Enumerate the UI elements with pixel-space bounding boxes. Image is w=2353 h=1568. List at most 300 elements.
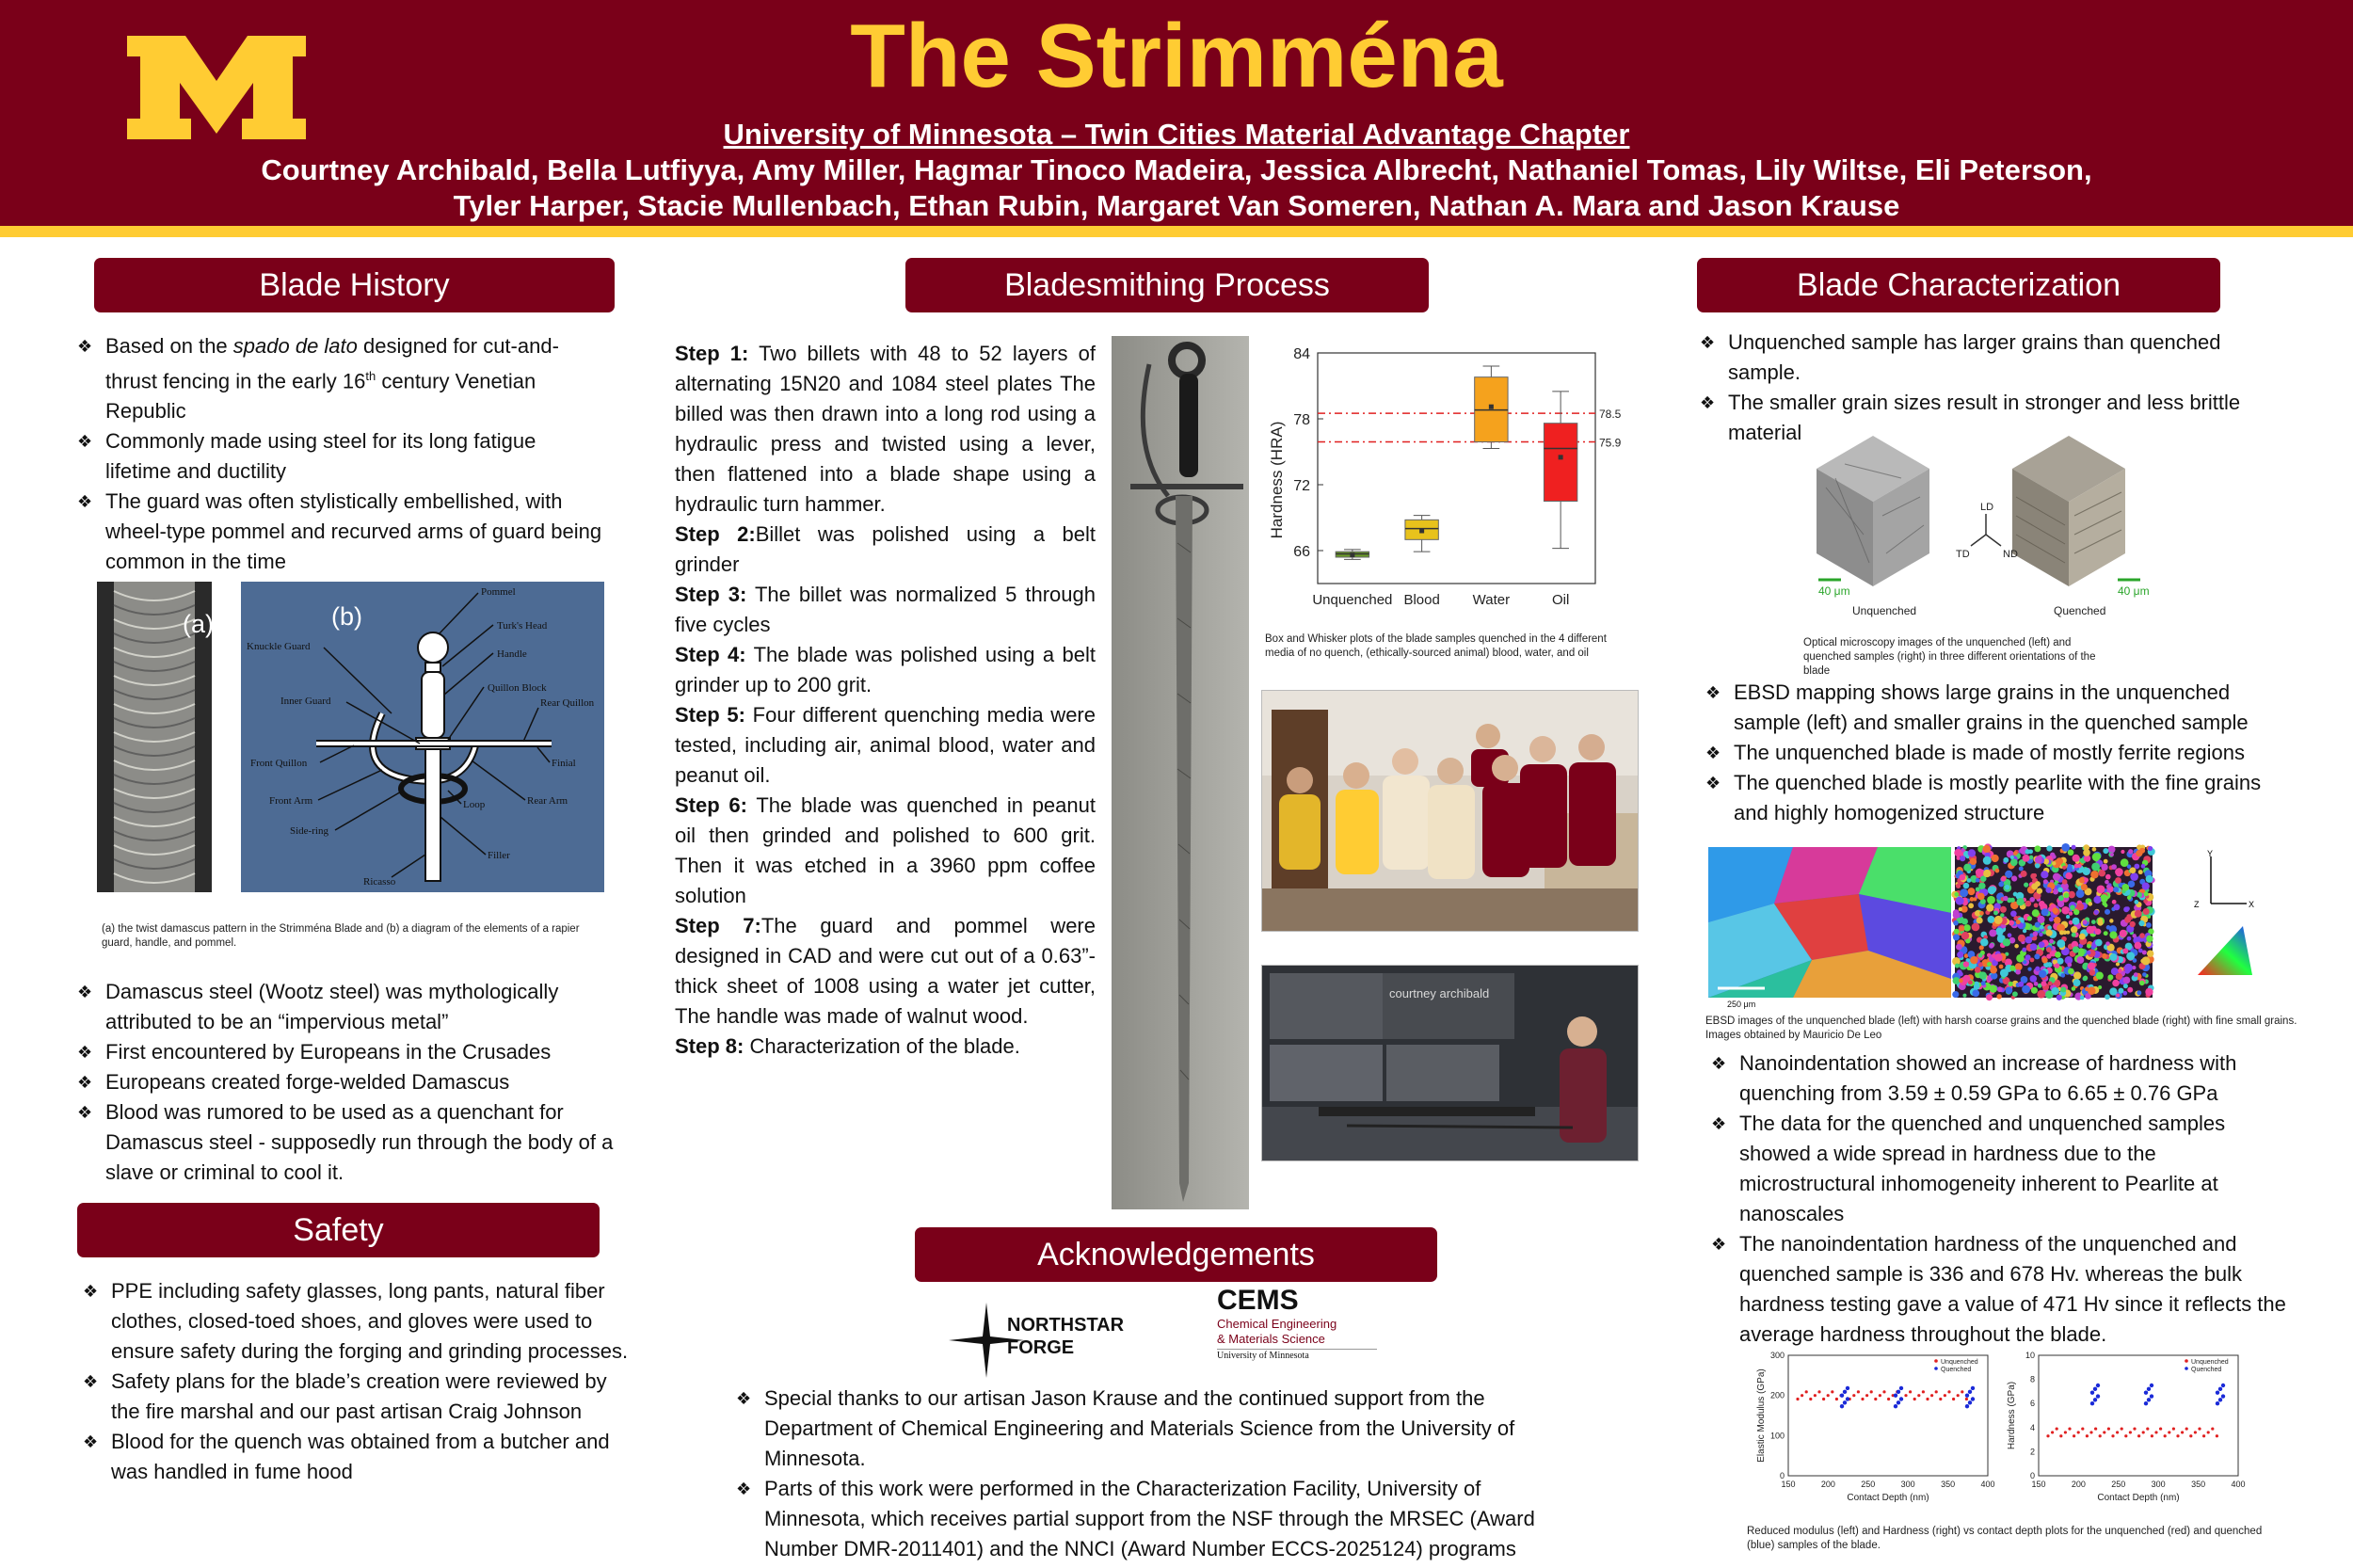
grain	[2109, 931, 2117, 938]
grain	[2124, 964, 2133, 972]
grain	[2039, 933, 2042, 936]
grain	[2051, 987, 2058, 995]
unquenched-point	[1904, 1394, 1907, 1397]
y-tick-label: 8	[2029, 1374, 2035, 1384]
quenched-point	[2090, 1390, 2094, 1394]
grain	[2066, 915, 2070, 919]
grain	[2049, 939, 2054, 944]
grain	[1954, 929, 1960, 935]
unquenched-point	[2103, 1431, 2105, 1433]
grain	[2013, 851, 2018, 856]
step-8: Step 8: Characterization of the blade.	[675, 1034, 1020, 1058]
blade-history-heading: Blade History	[94, 258, 615, 312]
grain	[2113, 887, 2119, 892]
x-tick-label: Blood	[1403, 592, 1440, 608]
diagram-label-turks-head: Turk's Head	[497, 620, 548, 632]
grain	[2087, 951, 2090, 954]
grain	[2130, 867, 2137, 873]
grain	[2127, 896, 2132, 901]
grain	[2080, 996, 2085, 1000]
grain	[2122, 948, 2128, 953]
unquenched-point	[2198, 1427, 2201, 1430]
grain	[2145, 988, 2153, 996]
grain	[2109, 919, 2113, 922]
grain	[1992, 855, 1999, 862]
chapter-name: University of Minnesota – Twin Cities Material Advantage Chapter	[723, 118, 1630, 151]
unquenched-point	[1887, 1398, 1890, 1400]
grain	[2030, 943, 2038, 951]
grain	[2104, 931, 2108, 936]
grain	[2121, 858, 2129, 867]
unquenched-point	[1874, 1398, 1877, 1400]
grain	[2086, 926, 2093, 934]
grain	[1977, 917, 1983, 923]
grain	[2057, 995, 2062, 1000]
grain	[1983, 856, 1992, 865]
grain	[1980, 938, 1988, 946]
grain	[2058, 895, 2064, 901]
diagram-label-quillon-block: Quillon Block	[488, 682, 547, 694]
grain	[2057, 939, 2065, 948]
optical-microscopy-cubes	[1807, 422, 2165, 624]
grain	[2001, 876, 2007, 882]
diagram-label-filler: Filler	[488, 850, 510, 861]
grain	[2118, 968, 2122, 973]
unquenched-point	[1939, 1398, 1942, 1400]
x-tick-label: Oil	[1551, 592, 1570, 608]
grain	[2035, 921, 2041, 927]
grain	[1998, 881, 2004, 887]
grain	[1972, 923, 1980, 932]
grain	[2073, 918, 2080, 925]
grain	[2019, 867, 2024, 872]
grain	[2055, 952, 2061, 958]
authors-line-1: Courtney Archibald, Bella Lutfiyya, Amy Miller, Hagmar Tinoco Madeira, Jessica Albrecht, Nathaniel Tomas, Lily Wiltse, Eli Peterson,	[261, 153, 2092, 186]
y-tick-label: 66	[1293, 544, 1310, 560]
grain	[2018, 982, 2024, 987]
grain	[2112, 980, 2119, 986]
cube-label-quenched: Quenched	[2054, 604, 2106, 617]
unquenched-point	[2168, 1431, 2170, 1433]
grain	[1987, 896, 1995, 904]
grain	[2121, 850, 2124, 854]
grain	[2112, 900, 2117, 904]
grain	[2062, 879, 2068, 885]
grain	[1953, 977, 1961, 984]
grain	[2128, 849, 2133, 854]
grain	[2127, 987, 2133, 993]
unquenched-point	[1922, 1390, 1925, 1393]
grain	[2053, 873, 2060, 881]
grain	[2134, 900, 2138, 904]
blade-characterization-heading: Blade Characterization	[1697, 258, 2220, 312]
grain	[2003, 857, 2009, 863]
grain	[1986, 994, 1993, 1000]
grain	[2067, 864, 2073, 870]
legend-unquenched: Unquenched	[2191, 1359, 2229, 1366]
legend-marker-quenched	[1934, 1367, 1938, 1370]
grain	[2066, 931, 2070, 935]
safety-bullets	[83, 1276, 638, 1487]
grain	[1953, 920, 1959, 926]
grain	[2010, 858, 2018, 866]
grain	[2053, 889, 2058, 895]
x-tick-label: 350	[1941, 1480, 1956, 1489]
step-3: Step 3: The billet was normalized 5 through five cycles	[675, 583, 1096, 636]
grain	[1976, 887, 1980, 891]
grain	[2076, 956, 2084, 964]
unquenched-point	[1870, 1390, 1873, 1393]
unquenched-point	[1801, 1394, 1803, 1397]
scale-bar-right: 40 μm	[2118, 584, 2150, 598]
grain	[2141, 864, 2146, 869]
grain	[2003, 896, 2008, 901]
unquenched-point	[2146, 1427, 2149, 1430]
grain	[2010, 898, 2015, 903]
grain	[2041, 871, 2048, 878]
x-tick-label: Unquenched	[1312, 592, 1393, 608]
box-oil	[1544, 424, 1577, 502]
unquenched-point	[1935, 1390, 1938, 1393]
cems-line-1: Chemical Engineering	[1217, 1317, 1337, 1331]
grain	[2084, 878, 2089, 883]
nanoindentation-caption: Reduced modulus (left) and Hardness (right) vs contact depth plots for the unquenched (red) and quenched (blue) samples of the blade.	[1747, 1526, 2263, 1551]
grain	[2073, 979, 2081, 986]
axis-nd-label: ND	[2003, 549, 2018, 560]
quenched-point	[1843, 1400, 1847, 1404]
unquenched-point	[1882, 1390, 1885, 1393]
quenched-point	[1965, 1404, 1969, 1408]
grain	[2021, 871, 2027, 877]
grain	[1968, 849, 1976, 856]
unquenched-point	[2129, 1431, 2132, 1433]
grain	[1961, 919, 1968, 925]
unquenched-point	[1861, 1398, 1864, 1400]
quenched-point	[2096, 1394, 2100, 1398]
grain	[2068, 891, 2075, 899]
unquenched-point	[1917, 1394, 1920, 1397]
unquenched-point	[2077, 1431, 2080, 1433]
y-tick-label: 10	[2025, 1351, 2035, 1360]
grain	[2122, 991, 2127, 996]
grain	[2015, 969, 2021, 975]
step-6: Step 6: The blade was quenched in peanut oil then grinded and polished to 600 grit. Then it was etched in a 3960 ppm coffee solution	[675, 793, 1096, 907]
grain	[2083, 849, 2090, 856]
list-item: ❖ EBSD mapping shows large grains in the unquenched sample (left) and smaller grains in the quenched sample	[1705, 678, 2289, 738]
sword-photo	[1112, 336, 1249, 1209]
rapier-guard-diagram	[241, 582, 604, 892]
grain	[1993, 910, 1998, 915]
grain	[2077, 864, 2081, 868]
grain	[2073, 971, 2081, 979]
grain	[2033, 931, 2039, 936]
blade-history-bullets	[77, 331, 604, 577]
grain	[2016, 898, 2024, 905]
unquenched-point	[2154, 1431, 2157, 1433]
step-7: Step 7:The guard and pommel were designed in CAD and were cut out of a 0.63”-thick sheet of 1008 using a water jet cutter, The handle was made of walnut wood.	[675, 914, 1096, 1028]
grain	[1987, 962, 1992, 967]
quenched-point	[2093, 1387, 2097, 1391]
diagram-label-pommel: Pommel	[481, 586, 516, 598]
grain	[2059, 930, 2064, 935]
quenched-point	[2216, 1390, 2219, 1394]
unquenched-point	[2111, 1434, 2114, 1437]
grain	[2105, 880, 2109, 885]
quenched-point	[1894, 1404, 1897, 1408]
unquenched-point	[1909, 1390, 1912, 1393]
grain	[1997, 986, 2003, 992]
quenched-point	[1846, 1397, 1849, 1400]
unquenched-point	[2194, 1431, 2197, 1433]
grain	[2081, 884, 2088, 890]
quenched-point	[1843, 1390, 1847, 1394]
quenched-point	[1899, 1397, 1903, 1400]
team-group-photo	[1261, 690, 1639, 932]
unquenched-point	[2189, 1434, 2192, 1437]
mean-marker	[1419, 529, 1424, 534]
quenched-point	[2150, 1384, 2153, 1387]
grain	[2116, 962, 2120, 966]
unquenched-point	[2164, 1434, 2167, 1437]
grain	[2138, 920, 2144, 926]
authors-line-2: Tyler Harper, Stacie Mullenbach, Ethan Rubin, Margaret Van Someren, Nathan A. Mara and Jason Krause	[453, 189, 1900, 222]
diagram-label-ricasso: Ricasso	[363, 876, 396, 888]
grain	[1953, 912, 1960, 919]
grain	[2083, 976, 2088, 981]
unquenched-point	[2216, 1434, 2218, 1437]
y-tick-label: 100	[1769, 1431, 1785, 1441]
grain	[2141, 956, 2150, 965]
grain	[2052, 861, 2056, 865]
grain	[1990, 887, 1996, 893]
grain	[2014, 944, 2019, 949]
grain	[2039, 941, 2045, 948]
grain	[2088, 987, 2095, 995]
grain	[2039, 970, 2046, 978]
unquenched-point	[2137, 1434, 2140, 1437]
unquenched-point	[2202, 1434, 2205, 1437]
acknowledgements-bullets	[736, 1384, 1564, 1564]
label-b: (b)	[331, 602, 362, 631]
unquenched-point	[2159, 1427, 2162, 1430]
grain	[2142, 882, 2150, 889]
quenched-point	[2221, 1394, 2225, 1398]
list-item: ❖ Parts of this work were performed in the Characterization Facility, University of Minnesota, which receives partial support from the NSF through the MRSEC (Award Number DMR-2011401) and the NNCI (Award Number ECCS-2025124) programs	[736, 1474, 1564, 1564]
quenched-point	[2144, 1390, 2148, 1394]
ebsd-unquenched-image	[1708, 847, 1951, 998]
grain	[1979, 971, 1987, 979]
grain	[2000, 968, 2009, 977]
grain	[2023, 855, 2030, 862]
grain	[2072, 845, 2076, 850]
grain	[2139, 933, 2145, 938]
unquenched-point	[2094, 1427, 2097, 1430]
grain	[2006, 986, 2013, 994]
grain	[2009, 966, 2015, 971]
quenched-point	[2221, 1384, 2225, 1387]
y-tick-label: 300	[1769, 1351, 1785, 1360]
grain	[1963, 961, 1969, 967]
plot-frame	[2039, 1355, 2238, 1476]
grain	[2142, 972, 2147, 977]
grain	[2130, 921, 2136, 927]
grain	[2034, 982, 2039, 986]
x-tick-label: Water	[1472, 592, 1511, 608]
grain	[1959, 972, 1963, 977]
grain	[1999, 965, 2004, 969]
quenched-cube	[2012, 436, 2125, 586]
grain	[2146, 922, 2152, 928]
list-item: ❖ Blood was rumored to be used as a quenchant for Damascus steel - supposedly run through the body of a slave or criminal to cool it.	[77, 1097, 632, 1188]
grain	[1956, 884, 1961, 888]
grain	[2101, 864, 2107, 871]
grain	[2061, 906, 2070, 915]
unquenched-point	[1822, 1398, 1825, 1400]
grain	[2011, 875, 2017, 881]
unquenched-point	[2116, 1431, 2119, 1433]
grain	[1990, 943, 1994, 948]
diagram-label-handle: Handle	[497, 648, 527, 660]
grain	[2094, 853, 2101, 859]
grain	[1955, 964, 1960, 968]
grain	[2093, 896, 2101, 904]
ebsd-axis-y: Y	[2207, 849, 2214, 858]
grain	[2095, 928, 2102, 935]
diagram-label-side-ring: Side-ring	[290, 825, 328, 837]
diagram-label-front-arm: Front Arm	[269, 795, 313, 807]
axis-ld-label: LD	[1980, 502, 1994, 513]
unquenched-point	[2142, 1431, 2145, 1433]
grain	[2125, 906, 2130, 911]
grain	[2049, 917, 2054, 921]
grain	[2146, 936, 2153, 942]
list-item: ❖ The smaller grain sizes result in stronger and less brittle material	[1700, 388, 2274, 448]
grain	[2061, 843, 2070, 852]
grain	[2022, 948, 2026, 952]
grain	[2008, 933, 2012, 937]
northstar-forge-logo	[949, 1303, 1137, 1378]
x-tick-label: 200	[2071, 1480, 2086, 1489]
step-4: Step 4: The blade was polished using a belt grinder up to 200 grit.	[675, 643, 1096, 696]
plot-frame	[1788, 1355, 1988, 1476]
microscopy-caption: Optical microscopy images of the unquenched (left) and quenched samples (right) in three different orientations of the blade	[1803, 637, 2096, 677]
cems-line-2: & Materials Science	[1217, 1332, 1325, 1346]
unquenched-point	[1814, 1394, 1817, 1397]
unquenched-point	[2207, 1431, 2210, 1433]
grain	[1994, 953, 2003, 962]
unquenched-point	[2121, 1427, 2123, 1430]
grain	[2076, 903, 2084, 910]
grain	[1988, 916, 1995, 923]
list-item: ❖ The data for the quenched and unquenched samples showed a wide spread in hardness due to the microstructural inhomogeneity inherent to Pearlite at nanoscales	[1711, 1109, 2291, 1229]
grain	[1963, 883, 1969, 888]
grain	[2116, 993, 2120, 997]
unquenched-point	[1827, 1394, 1830, 1397]
diagram-label-loop: Loop	[463, 799, 486, 810]
unquenched-point	[1809, 1398, 1812, 1400]
x-tick-label: 250	[2111, 1480, 2126, 1489]
grain	[2120, 930, 2127, 937]
scale-bar-left: 40 μm	[1818, 584, 1850, 598]
legend-unquenched: Unquenched	[1941, 1359, 1978, 1366]
grain	[2018, 935, 2025, 942]
grain	[1972, 989, 1979, 997]
grain	[2016, 954, 2025, 963]
quenched-point	[1897, 1400, 1900, 1404]
grain	[2046, 845, 2052, 851]
grain	[1990, 985, 1997, 993]
hardness-box-plot	[1261, 339, 1622, 621]
x-axis-label: Contact Depth (nm)	[2097, 1493, 2180, 1503]
grain	[2090, 871, 2098, 878]
x-tick-label: 300	[2151, 1480, 2166, 1489]
grain	[1983, 870, 1991, 877]
grain	[1994, 869, 1999, 873]
grain	[1978, 953, 1983, 958]
diagram-label-inner-guard: Inner Guard	[280, 696, 331, 707]
grain	[2023, 929, 2026, 933]
grain	[2010, 910, 2017, 917]
quenched-point	[2147, 1398, 2151, 1401]
unquenched-point	[1957, 1394, 1960, 1397]
grain	[2105, 909, 2110, 915]
grain	[2147, 950, 2153, 956]
grain	[1954, 849, 1961, 856]
grain	[2089, 969, 2096, 976]
quenched-point	[1965, 1393, 1969, 1397]
grain	[1956, 897, 1964, 905]
list-item: ❖ Commonly made using steel for its long fatigue lifetime and ductility	[77, 426, 604, 487]
grain	[2029, 975, 2037, 983]
x-tick-label: 350	[2191, 1480, 2206, 1489]
quenched-point	[1899, 1386, 1903, 1390]
unquenched-point	[1879, 1394, 1881, 1397]
quenched-point	[2096, 1384, 2100, 1387]
step-2: Step 2:Billet was polished using a belt grinder	[675, 522, 1096, 576]
step-1: Step 1: Two billets with 48 to 52 layers of alternating 15N20 and 1084 steel plates The billed was then drawn into a long rod using a hydraulic press and twisted using a lever, then flattened into a blade shape using a hydraulic turn hammer.	[675, 342, 1096, 516]
legend-marker-quenched	[2185, 1367, 2188, 1370]
ebsd-axis-and-key	[2190, 847, 2265, 979]
x-tick-label: 150	[2031, 1480, 2046, 1489]
grain	[2054, 917, 2061, 924]
list-item: ❖ PPE including safety glasses, long pants, natural fiber clothes, closed-toed shoes, and gloves were used to ensure safety during the forging and grinding processes.	[83, 1276, 638, 1367]
grain	[2144, 891, 2149, 896]
unquenched-point	[1805, 1390, 1808, 1393]
grain	[2096, 972, 2104, 980]
grain	[2115, 877, 2121, 884]
axis-td-label: TD	[1956, 549, 1970, 560]
grain	[2073, 855, 2080, 862]
grain	[2143, 908, 2150, 915]
ebsd-axis-z: Z	[2194, 900, 2200, 909]
grain	[2041, 981, 2047, 986]
y-tick-label: 0	[2029, 1471, 2035, 1480]
reference-line-label: 75.9	[1599, 436, 1622, 450]
list-item: ❖ First encountered by Europeans in the Crusades	[77, 1037, 632, 1067]
grain	[2076, 889, 2085, 898]
grain	[2025, 901, 2032, 907]
grain	[2135, 942, 2142, 950]
grain	[2047, 925, 2052, 930]
y-tick-label: 72	[1293, 478, 1310, 494]
grain	[2111, 864, 2117, 870]
grain	[2057, 901, 2064, 907]
grain	[1968, 888, 1976, 895]
unquenched-point	[2051, 1431, 2054, 1433]
grain	[1963, 864, 1971, 872]
reference-line-label: 78.5	[1599, 408, 1622, 422]
legend-marker-unquenched	[1934, 1359, 1938, 1363]
